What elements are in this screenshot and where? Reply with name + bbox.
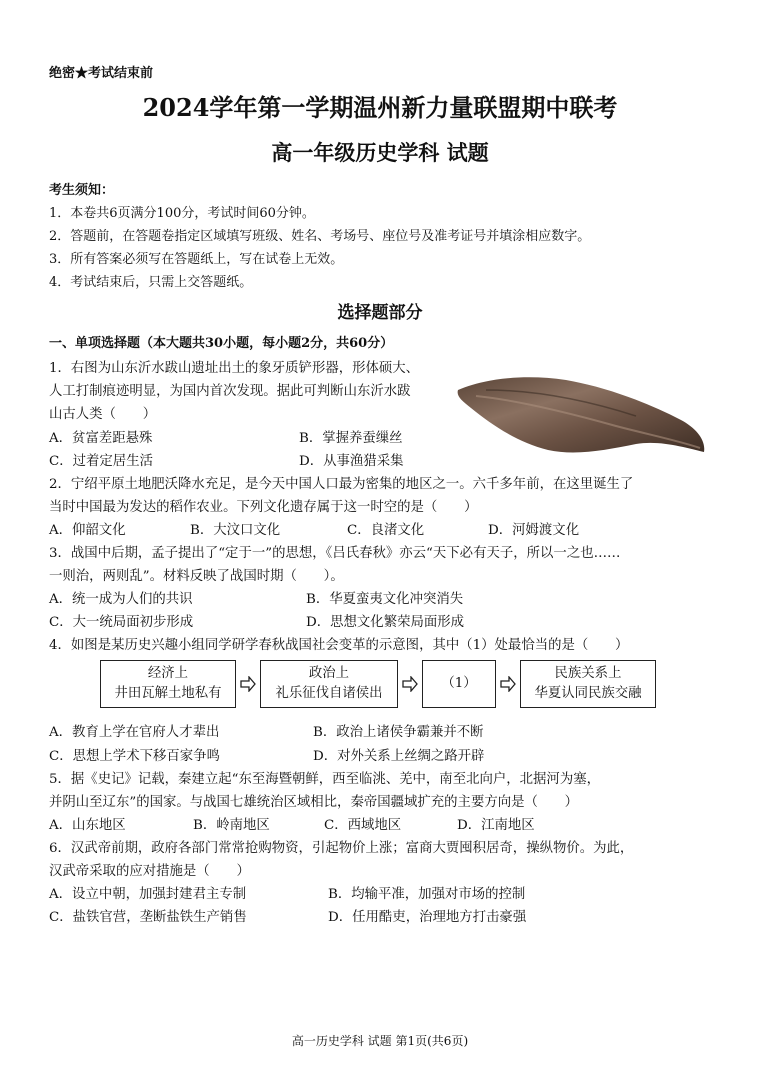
question-1-option-b: B．掌握养蚕缫丝: [299, 431, 403, 446]
question-4-option-d: D．对外关系上丝绸之路开辟: [313, 749, 485, 764]
confidential-label: 绝密★考试结束前: [49, 66, 154, 81]
question-6-text: 6．汉武帝前期，政府各部门常常抢购物资，引起物价上涨；富商大贾囤积居奇，操纵物价。为此，: [49, 841, 634, 856]
flow-box-blank: [422, 660, 496, 708]
part-title: 一、单项选择题（本大题共30小题，每小题2分，共60分）: [49, 336, 394, 351]
question-6-option-c: C．盐铁官营，垄断盐铁生产销售: [49, 910, 247, 925]
question-5-option-d: D．江南地区: [457, 818, 535, 833]
section-title: 选择题部分: [337, 303, 423, 323]
flow-box-politics: [260, 660, 398, 708]
notice-heading: 考生须知：: [49, 183, 115, 198]
question-6-option-d: D．任用酷吏，治理地方打击豪强: [328, 910, 527, 925]
question-5-text: 并阴山至辽东”的国家。与战国七雄统治区域相比，秦帝国疆域扩充的主要方向是（ ）: [49, 795, 579, 810]
question-2-option-d: D．河姆渡文化: [488, 523, 580, 538]
question-3-text: 3．战国中后期，孟子提出了“定于一”的思想，《吕氏春秋》亦云“天下必有天子，所以一之也……: [49, 546, 621, 561]
question-6-option-a: A．设立中朝，加强封建君主专制: [49, 887, 247, 902]
question-5-option-c: C．西域地区: [324, 818, 402, 833]
arrow-right-icon: [402, 676, 418, 692]
notice-item: 3．所有答案必须写在答题纸上，写在试卷上无效。: [49, 252, 344, 267]
exam-title: 2024学年第一学期温州新力量联盟期中联考: [142, 93, 618, 122]
question-5-option-b: B．岭南地区: [193, 818, 270, 833]
question-6-text: 汉武帝采取的应对措施是（ ）: [49, 864, 250, 879]
flow-box-detail: 礼乐征伐自诸侯出: [275, 686, 383, 701]
question-2-option-b: B．大汶口文化: [190, 523, 281, 538]
question-1-text: 人工打制痕迹明显，为国内首次发现。据此可判断山东沂水跋: [49, 384, 411, 399]
question-3-text: 一则治，两则乱”。材料反映了战国时期（ ）。: [49, 569, 344, 584]
flowchart: [100, 660, 656, 710]
flow-box-heading: 政治上: [308, 666, 350, 681]
question-2-option-a: A．仰韶文化: [49, 523, 126, 538]
question-3-option-c: C．大一统局面初步形成: [49, 615, 194, 630]
page-footer: 高一历史学科 试题 第1页(共6页): [291, 1034, 469, 1048]
question-2-option-c: C．良渚文化: [347, 523, 425, 538]
flow-box-heading: 民族关系上: [554, 666, 622, 681]
question-3-option-b: B．华夏蛮夷文化冲突消失: [306, 592, 464, 607]
flow-box-detail: 井田瓦解土地私有: [114, 686, 222, 701]
flow-box-heading: 经济上: [147, 666, 189, 681]
question-2-text: 当时中国最为发达的稻作农业。下列文化遗存属于这一时空的是（ ）: [49, 500, 478, 515]
arrow-right-icon: [240, 676, 256, 692]
flow-box-heading: （1）: [441, 676, 477, 691]
question-4-text: 4．如图是某历史兴趣小组同学研学春秋战国社会变革的示意图，其中（1）处最恰当的是（ ）: [49, 638, 629, 653]
question-5-option-a: A．山东地区: [49, 818, 126, 833]
ivory-spade-artifact-image: [456, 360, 708, 460]
exam-subtitle: 高一年级历史学科 试题: [271, 140, 489, 165]
question-3-option-d: D．思想文化繁荣局面形成: [306, 615, 465, 630]
question-3-option-a: A．统一成为人们的共识: [49, 592, 193, 607]
notice-item: 1．本卷共6页满分100分，考试时间60分钟。: [49, 206, 315, 221]
question-2-text: 2．宁绍平原土地肥沃降水充足，是今天中国人口最为密集的地区之一。六千多年前，在这里诞生了: [49, 477, 634, 492]
question-4-option-a: A．教育上学在官府人才辈出: [49, 725, 220, 740]
question-5-text: 5．据《史记》记载，秦建立起“东至海暨朝鲜，西至临洮、羌中，南至北向户，北据河为塞，: [49, 772, 600, 787]
notice-item: 2．答题前，在答题卷指定区域填写班级、姓名、考场号、座位号及准考证号并填涂相应数字。: [49, 229, 591, 244]
flow-box-detail: 华夏认同民族交融: [534, 686, 642, 701]
question-1-option-c: C．过着定居生活: [49, 454, 153, 469]
arrow-right-icon: [500, 676, 516, 692]
question-1-text: 1．右图为山东沂水跋山遗址出土的象牙质铲形器，形体硕大、: [49, 361, 420, 376]
question-1-option-a: A．贫富差距悬殊: [49, 431, 153, 446]
question-1-option-d: D．从事渔猎采集: [299, 454, 404, 469]
notice-item: 4．考试结束后，只需上交答题纸。: [49, 275, 253, 290]
flow-box-economy: [100, 660, 236, 708]
flow-box-ethnic-relations: [520, 660, 656, 708]
question-6-option-b: B．均输平准，加强对市场的控制: [328, 887, 526, 902]
question-4-option-b: B．政治上诸侯争霸兼并不断: [313, 725, 484, 740]
question-4-option-c: C．思想上学术下移百家争鸣: [49, 749, 220, 764]
question-1-text: 山古人类（ ）: [49, 407, 157, 422]
